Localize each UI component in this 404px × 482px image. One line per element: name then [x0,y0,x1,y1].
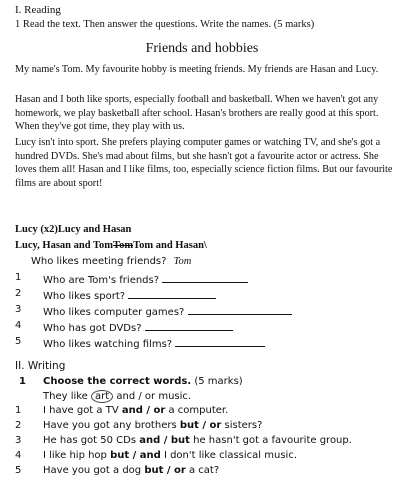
writing-sentence-end: sisters? [221,420,263,431]
writing-sentence-end: a cat? [185,465,220,476]
writing-task-number: 1 [19,376,26,387]
writing-task-instruction: Choose the correct words. [43,376,192,387]
writing-task-marks: (5 marks) [194,376,243,387]
text-title: Friends and hobbies [145,41,259,56]
writing-sentence-end: a computer. [165,405,229,416]
question-text: Who likes computer games? [43,307,185,318]
reading-heading: I. Reading [15,4,61,16]
question-number: 5 [15,336,22,347]
question-text: Who likes sport? [43,291,126,302]
writing-example-post: and / or music. [116,391,192,402]
writing-example [43,390,191,403]
writing-options[interactable]: and / or [121,405,166,416]
answer-notes-strikethrough: Tom [113,240,134,251]
paragraph-3: Lucy isn't into sport. She prefers playing computer games or watching TV, and she's got a hundred DVDs. She's mad about films, but she hasn't got a favourite actor or actress. She loves them all! Hasan and I like films, too, especially science fiction films. But our favourite films are about sport! [15,137,393,189]
answer-blank[interactable] [162,272,248,283]
writing-number: 3 [15,435,22,446]
question-example-answer: Tom [173,256,192,267]
writing-sentence-start: I like hip hop [43,450,111,461]
writing-heading: II. Writing [15,360,66,372]
writing-number: 1 [15,405,22,416]
question-example-text: Who likes meeting friends? [31,256,167,267]
question-text: Who are Tom's friends? [43,275,160,286]
question-text: Who likes watching films? [43,339,173,350]
writing-sentence-end: I don't like classical music. [160,450,297,461]
paragraph-1: My name's Tom. My favourite hobby is meeting friends. My friends are Hasan and Lucy. [15,64,379,75]
answer-blank[interactable] [128,288,216,299]
writing-sentence-end: he hasn't got a favourite group. [189,435,352,446]
answer-blank[interactable] [175,336,265,347]
question-number: 3 [15,304,22,315]
writing-number: 5 [15,465,22,476]
answer-notes-line-1: Lucy (x2)Lucy and Hasan [15,224,132,235]
writing-number: 2 [15,420,22,431]
circled-answer[interactable]: art [91,390,113,403]
answer-blank[interactable] [188,304,292,315]
writing-sentence-start: I have got a TV [43,405,122,416]
answer-blank[interactable] [145,320,233,331]
answer-notes-part-a: Lucy, Hasan and Tom [15,240,114,251]
writing-example-pre: They like [43,391,88,402]
writing-options[interactable]: but / and [110,450,161,461]
question-number: 4 [15,320,22,331]
answer-notes-part-b: Tom and Hasan\ [133,240,207,251]
answer-notes-line-2 [15,240,207,251]
writing-options[interactable]: but / or [144,465,186,476]
reading-task: 1 Read the text. Then answer the questions. Write the names. (5 marks) [15,19,315,30]
question-example [31,256,191,267]
writing-options[interactable]: and / but [139,435,190,446]
writing-options[interactable]: but / or [179,420,222,431]
writing-sentence-start: Have you got a dog [43,465,145,476]
question-number: 2 [15,288,22,299]
writing-number: 4 [15,450,22,461]
writing-sentence-start: Have you got any brothers [43,420,180,431]
paragraph-2: Hasan and I both like sports, especially football and basketball. When we haven't got any homework, we play basketball after school. Hasan's brothers are really good at this sport. When they've got time, they play with us. [15,94,379,133]
writing-sentence-start: He has got 50 CDs [43,435,140,446]
question-text: Who has got DVDs? [43,323,142,334]
question-number: 1 [15,272,22,283]
